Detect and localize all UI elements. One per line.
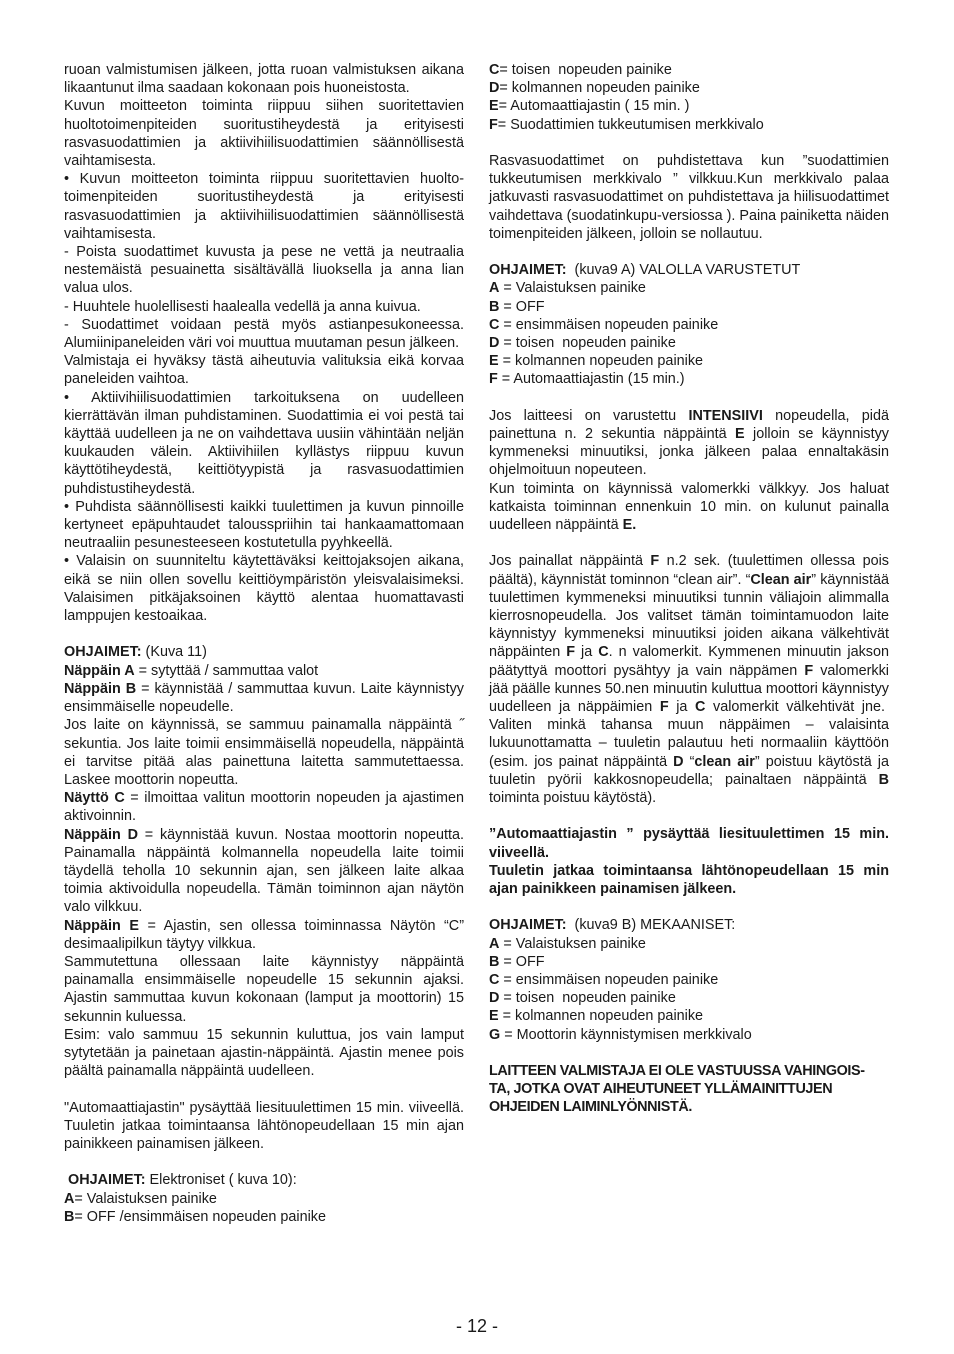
spacer	[64, 625, 464, 643]
control-f: F = Automaattiajastin (15 min.)	[489, 371, 685, 388]
left-column	[64, 61, 464, 1226]
section-heading: OHJAIMET: Elektroniset ( kuva 10):	[68, 1172, 297, 1189]
spacer	[64, 1153, 464, 1171]
spacer	[489, 534, 889, 552]
paragraph: - Suodattimet voidaan pestä myös astianpesukoneessa. Alumiinipaneleiden väri voi muuttua muutaman pesun jälkeen.	[64, 316, 464, 352]
control-e: E= Automaattiajastin ( 15 min. )	[489, 98, 690, 115]
control-a: A = Valaistuksen painike	[489, 280, 646, 297]
control-g: G = Moottorin käynnistymisen merkkivalo	[489, 1026, 752, 1043]
paragraph: - Poista suodattimet kuvusta ja pese ne vettä ja neutraalia nestemäistä pesuainetta sisältävällä liuoksella ja anna lian valua ulos.	[64, 244, 464, 297]
spacer	[64, 1080, 464, 1098]
control-c: C = ensimmäisen nopeuden painike	[489, 972, 719, 989]
paragraph: ruoan valmistumisen jälkeen, jotta ruoan valmistuksen aikana likaantunut ilma saadaan kokonaan pois huoneistosta.	[64, 62, 464, 97]
display-c-description: Näyttö C = ilmoittaa valitun moottorin nopeuden ja ajastimen aktivoinnin.	[64, 790, 464, 825]
control-b: B = OFF	[489, 298, 545, 315]
paragraph: "Automaattiajastin" pysäyttää liesituulettimen 15 min. viiveellä. Tuuletin jatkaa toimintaansa lähtönopeudellaan 15 min ajan painikkeen painamisen jälkeen.	[64, 1099, 464, 1152]
paragraph: Jos laite on käynnissä, se sammuu painamalla näppäintä ˝ sekuntia. Jos laite toimii ensimmäisellä nopeudella, näppäintä ei tarvitse pitää alas painettuna laitetta sammutettaessa. Laskee moottorin nopeutta.	[64, 717, 464, 788]
control-f: F= Suodattimien tukkeutumisen merkkivalo	[489, 116, 764, 133]
control-d: D = toisen nopeuden painike	[489, 990, 676, 1007]
key-a-description: Näppäin A = sytyttää / sammuttaa valot	[64, 662, 319, 679]
control-d: D = toisen nopeuden painike	[489, 335, 676, 352]
spacer	[489, 898, 889, 916]
spacer	[489, 243, 889, 261]
bullet-paragraph: • Puhdista säännöllisesti kaikki tuulettimen ja kuvun pinnoille kertyneet epäpuhtaudet talousspriihin tai hankaamattomaan neutraaliin pesunesteeseen kostutetulla pyyhkeellä.	[64, 498, 464, 552]
clean-air-paragraph: Jos painallat näppäintä F n.2 sek. (tuulettimen ollessa pois päältä), käynnistät tominnon “clean air”. “Clean air” käynnistää tuulettimen kymmeneksi minuutiksi tunnin väliajoin alimmalla kierrosnopeudella. Jos valitset tämän toimintamuodon laite käynnistyy kymmeneksi minuutiksi joiden aikana välkehtivät näppäinten F ja C. n valomerkit. Kymmenen minuutin jakson päätyttyä moottori pysähtyy ja vain näppämen F valomerkki jää päälle kunnes 50.nen minuutin kuluttua moottori käynnistyy uudelleen ja näppäimien F ja C valomerkit välkehtivät jne. Valiten minkä tahansa muun näppäimen – valaisinta lukuunottamatta – tuuletin palautuu heti normaaliin käyttöön (esim. jos painat näppäintä D “clean air” poistuu käytöstä ja tuuletin pyörii kakkosnopeudella; painaltaen näppäintä B toiminta poistuu käytöstä).	[489, 553, 889, 807]
section-heading: OHJAIMET: (kuva9 B) MEKAANISET:	[489, 917, 736, 934]
paragraph: Kuvun moitteeton toiminta riippuu siihen suoritettavien huoltotoimenpiteiden suoritustiheydestä ja erityisesti rasvasuodattimien ja aktiivihiilisuodattimien säännöllisestä vaihtamisesta.	[64, 98, 464, 170]
paragraph: Esim: valo sammuu 15 sekunnin kuluttua, jos vain lamput sytytetään ja painetaan ajastin-näppäintä. Ajastin menee pois päältä painamalla näppäintä uudelleen.	[64, 1026, 464, 1080]
paragraph: Rasvasuodattimet on puhdistettava kun ”suodattimien tukkeutumisen merkkivalo ” vilkkuu.Kun merkkivalo palaa jatkuvasti rasvasuodattimet on puhdistettava ja hiilisuodattimet vaihdettava (suodatinkupu-versiossa ). Paina painiketta näiden toimenpiteiden jälkeen, jolloin se nollautuu.	[489, 153, 889, 242]
intensive-paragraph-2: Kun toiminta on käynnissä valomerkki välkkyy. Jos haluat katkaista toiminnan ennenkuin 10 min. on kulunut painalla uudelleen näppäintä E.	[489, 480, 889, 534]
bullet-paragraph: • Kuvun moitteeton toiminta riippuu suoritettavien huolto-toimenpiteiden suoritustiheydestä ja erityisesti rasvasuodattimien ja aktiivihiilisuodattimien säännöllisestä vaihtamisesta.	[64, 171, 464, 242]
control-a: A = Valaistuksen painike	[489, 935, 646, 952]
control-d: D= kolmannen nopeuden painike	[489, 80, 700, 97]
intensive-paragraph: Jos laitteesi on varustettu INTENSIIVI nopeudella, pidä painettuna n. 2 sekuntia näppäintä E jolloin se käynnistyy kymmeneksi minuutiksi, jonka jälkeen palaa ennaltakäsin ohjelmoituun nopeuteen.	[489, 407, 889, 479]
key-e-description: Näppäin E = Ajastin, sen ollessa toiminnassa Näytön “C” desimaalipilkun täytyy vilkkua.	[64, 917, 464, 952]
key-b-description: Näppäin B = käynnistää / sammuttaa kuvun. Laite käynnistyy ensimmäiselle nopeudelle.	[64, 680, 464, 716]
control-b: B= OFF /ensimmäisen nopeuden painike	[64, 1208, 326, 1225]
control-c: C= toisen nopeuden painike	[489, 62, 672, 78]
control-e: E = kolmannen nopeuden painike	[489, 1008, 704, 1025]
control-a: A= Valaistuksen painike	[64, 1190, 217, 1207]
spacer	[489, 389, 889, 407]
key-d-description: Näppäin D = käynnistää kuvun. Nostaa moottorin nopeutta. Painamalla näppäintä kolmannella nopeudella laite toimii täydellä teholla 10 sekunnin ajan, sen jälkeen laite alkaa toimia aktivoidulla nopeudella. Tämän toiminnon ajan näytön valo vilkkuu.	[64, 826, 464, 916]
bullet-paragraph: • Aktiivihiilisuodattimien tarkoituksena on uudelleen kierrättävän ilman puhdistaminen. Suodattimia ei voi pestä tai käyttää uudelleen ja ne on vaihdettava uusiin vähintään neljän kuukauden välein. Aktiivihiilen kyllästys riippuu kuvun käyttötiheydestä, keittiötyypistä ja rasvasuodattimien puhdistustiheydestä.	[64, 389, 464, 497]
paragraph: Valmistaja ei hyväksy tästä aiheutuvia valituksia eikä korvaa paneleiden vaihtoa.	[64, 353, 464, 388]
liability-notice: LAITTEEN VALMISTAJA EI OLE VASTUUSSA VAHINGOIS- TA, JOTKA OVAT AIHEUTUNEET YLLÄMAINITTUJEN OHJEIDEN LAIMINLYÖNNISTÄ.	[489, 1063, 865, 1116]
timer-note: Tuuletin jatkaa toimintaansa lähtönopeudellaan 15 min ajan painikkeen painamisen jälkeen.	[489, 862, 889, 898]
control-b: B = OFF	[489, 953, 545, 970]
right-column	[489, 61, 889, 1117]
section-heading: OHJAIMET: (Kuva 11)	[64, 644, 207, 661]
control-e: E = kolmannen nopeuden painike	[489, 353, 704, 370]
bullet-paragraph: • Valaisin on suunniteltu käytettäväksi keittojaksojen aikana, eikä se niin ollen sovellu keittiöympäristön yleisvalaisimeksi. Valaisimen pitkäjaksoinen käyttö alentaa huomattavasti lamppujen kestoaikaa.	[64, 553, 464, 625]
section-heading: OHJAIMET: (kuva9 A) VALOLLA VARUSTETUT	[489, 262, 801, 279]
spacer	[489, 134, 889, 152]
control-c: C = ensimmäisen nopeuden painike	[489, 316, 719, 333]
paragraph: - Huuhtele huolellisesti haalealla vedellä ja anna kuivua.	[64, 298, 421, 315]
timer-note: ”Automaattiajastin ” pysäyttää liesituulettimen 15 min. viiveellä.	[489, 826, 889, 861]
page-number: - 12 -	[455, 1316, 498, 1336]
paragraph: Sammutettuna ollessaan laite käynnistyy näppäintä painamalla ensimmäiselle nopeudelle 15 sekunnin ajaksi. Ajastin sammuttaa kuvun kokonaan (lamput ja moottorin) 15 sekunnin kuluessa.	[64, 953, 464, 1025]
spacer	[489, 807, 889, 825]
spacer	[489, 1044, 889, 1062]
